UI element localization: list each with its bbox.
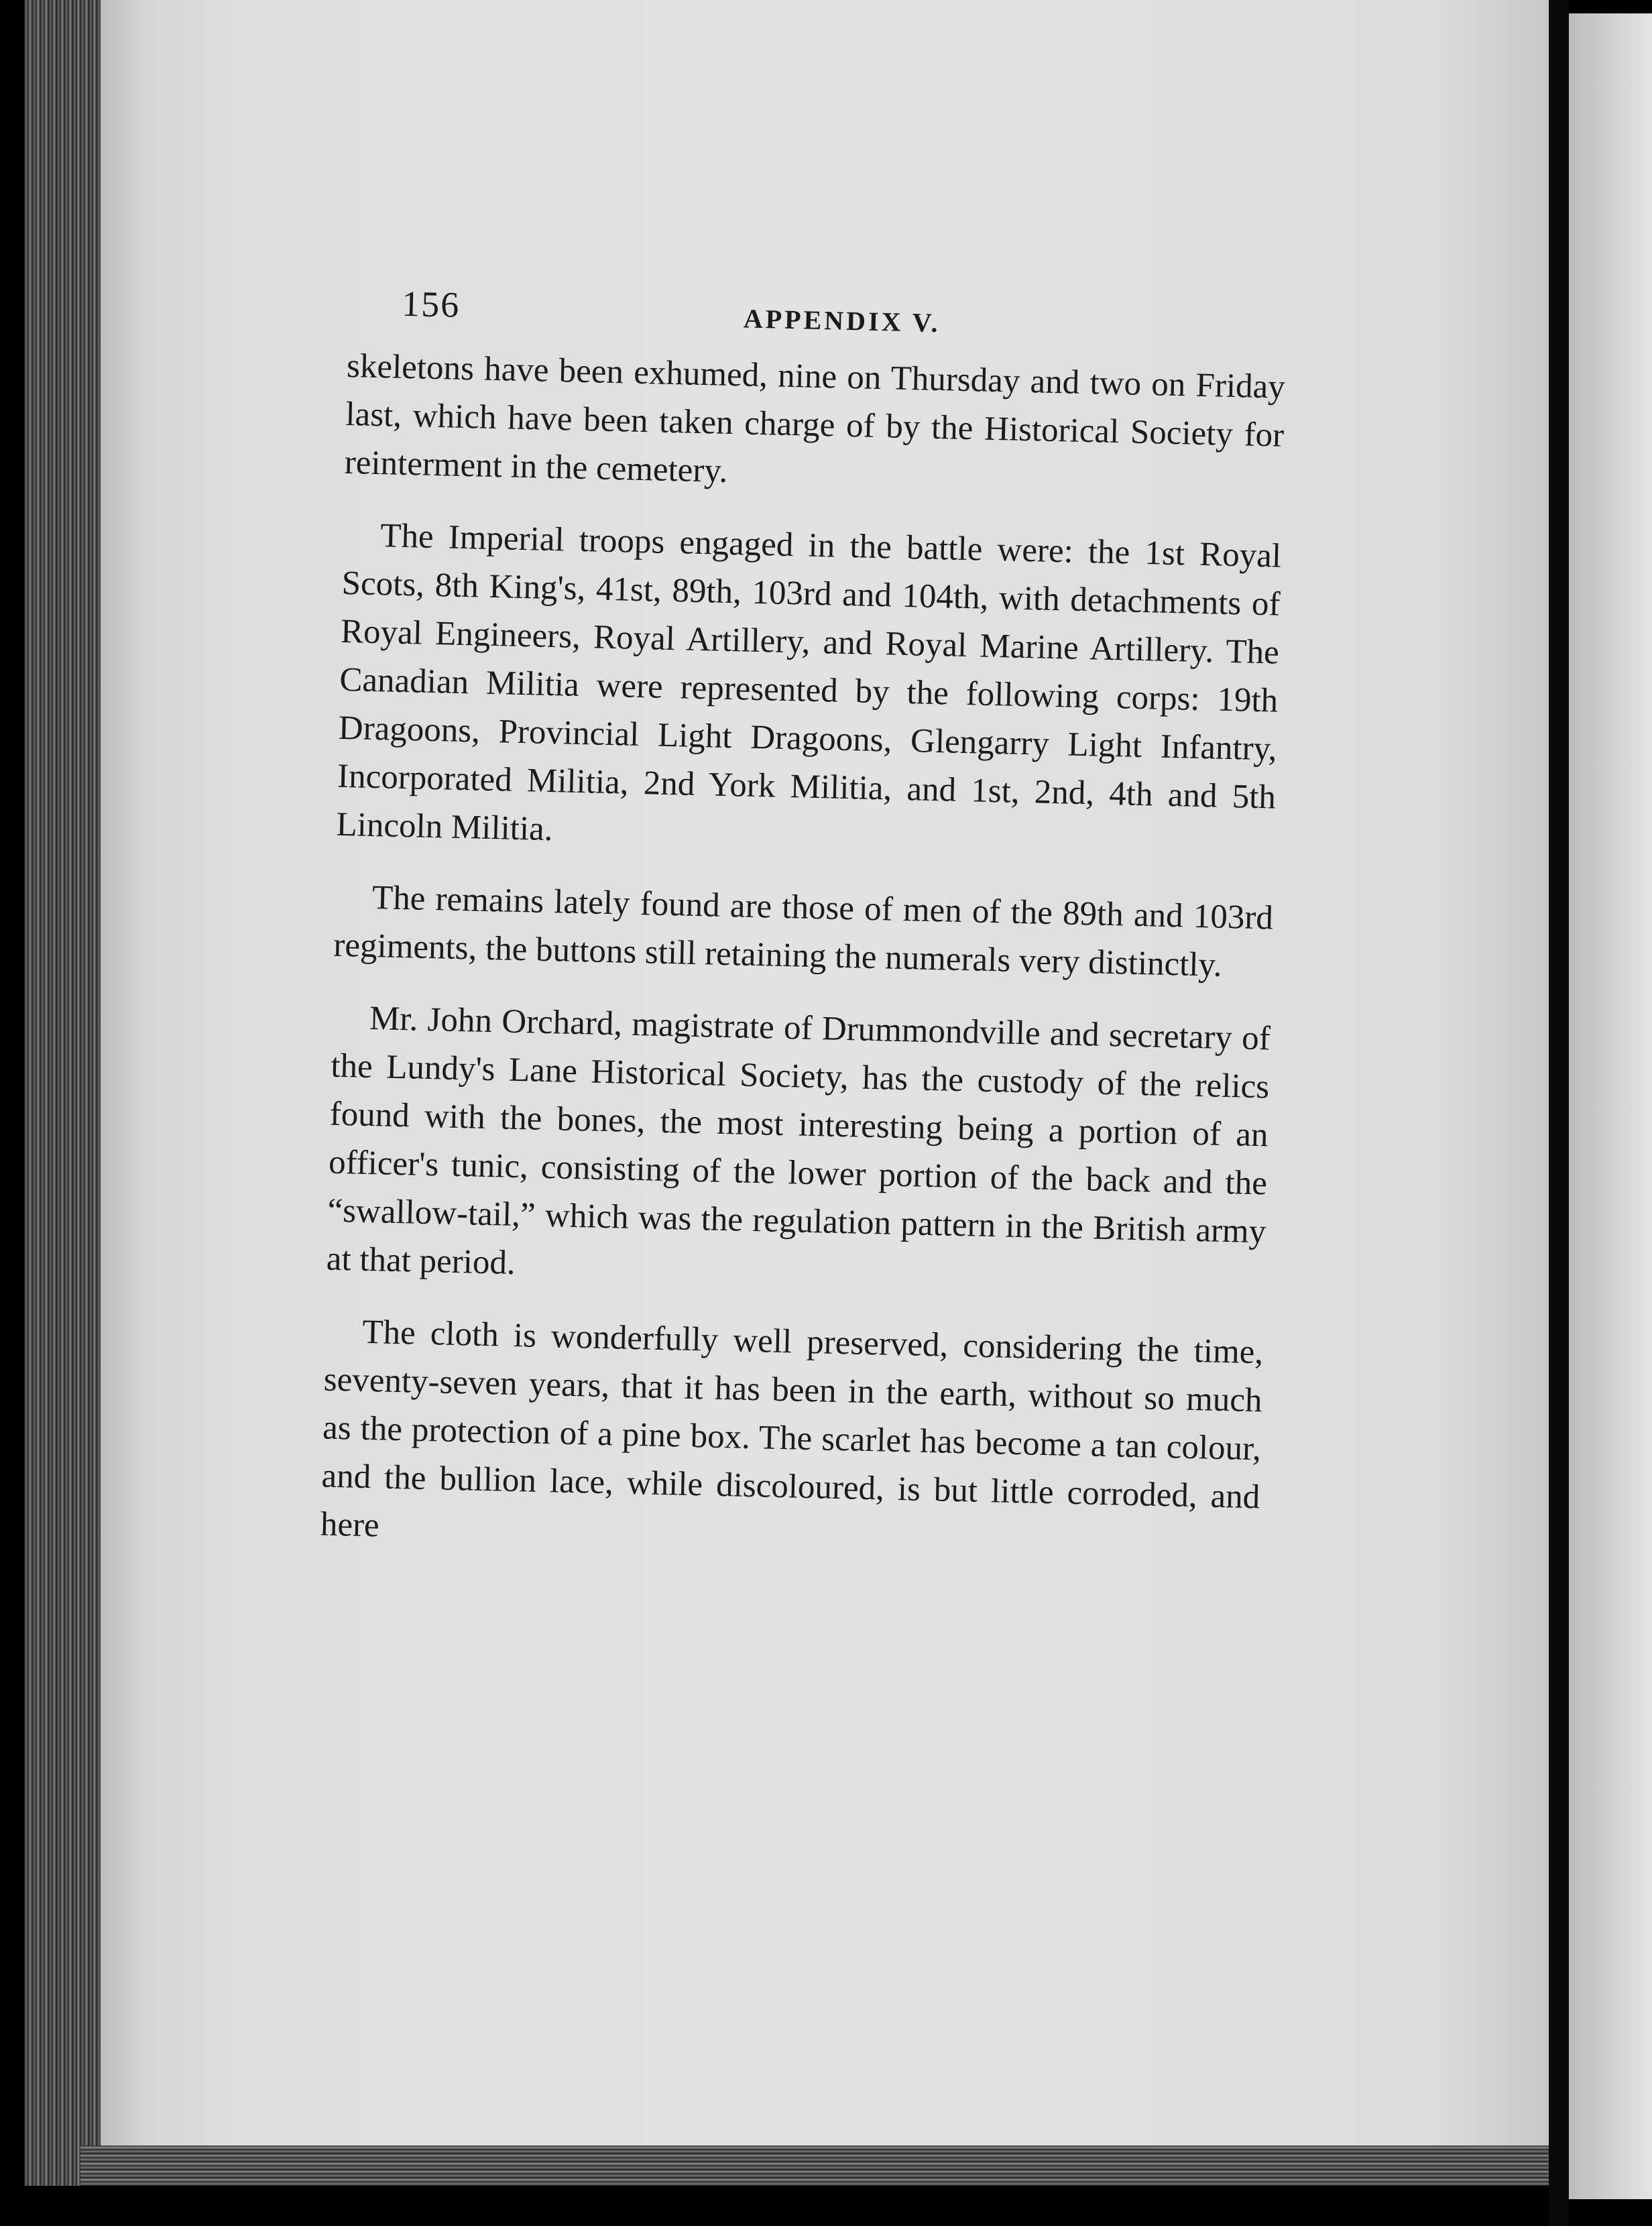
paragraph-john-orchard: Mr. John Orchard, magistrate of Drummondville and secretary of the Lundy's Lane Historical Society, has the custody of the relics found with the bones, the most interesting being a portion of an officer's tunic, consisting of the lower portion of the back and the “swallow-tail,” which was the regulation pattern in the British army at that period. (326, 999, 1271, 1283)
paragraph-remains-found: The remains lately found are those of men of the 89th and 103rd regiments, the buttons still retaining the numerals very distinctly. (333, 879, 1274, 984)
paragraph-continued: skeletons have been exhumed, nine on Thursday and two on Friday last, which have been taken charge of by the Historical Society for reinterment in the cemetery. (344, 347, 1286, 490)
page-content (320, 282, 1287, 1570)
running-head-title: APPENDIX V. (743, 303, 941, 339)
paragraph-imperial-troops: The Imperial troops engaged in the battle were: the 1st Royal Scots, 8th King's, 41st, 89th, 103rd and 104th, with detachments of Royal Engineers, Royal Artillery, and Royal Marine Artillery. The Canadian Militia were represented by the following corps: 19th Dragoons, Provincial Light Dragoons, Glengarry Light Infantry, Incorporated Militia, 2nd York Militia, and 1st, 2nd, 4th and 5th Lincoln Militia. (335, 517, 1282, 849)
facing-page-edge (1569, 13, 1652, 2199)
book-gutter (1549, 0, 1569, 2226)
paragraph-cloth-preserved: The cloth is wonderfully well preserved, considering the time, seventy-seven years, that it has been in the earth, without so much as the protection of a pine box. The scarlet has become a tan colour, and the bullion lace, while discoloured, is but little corroded, and here (320, 1313, 1264, 1545)
left-page-edges (24, 0, 105, 2186)
page-number: 156 (401, 283, 461, 325)
bottom-page-edges (80, 2146, 1549, 2186)
